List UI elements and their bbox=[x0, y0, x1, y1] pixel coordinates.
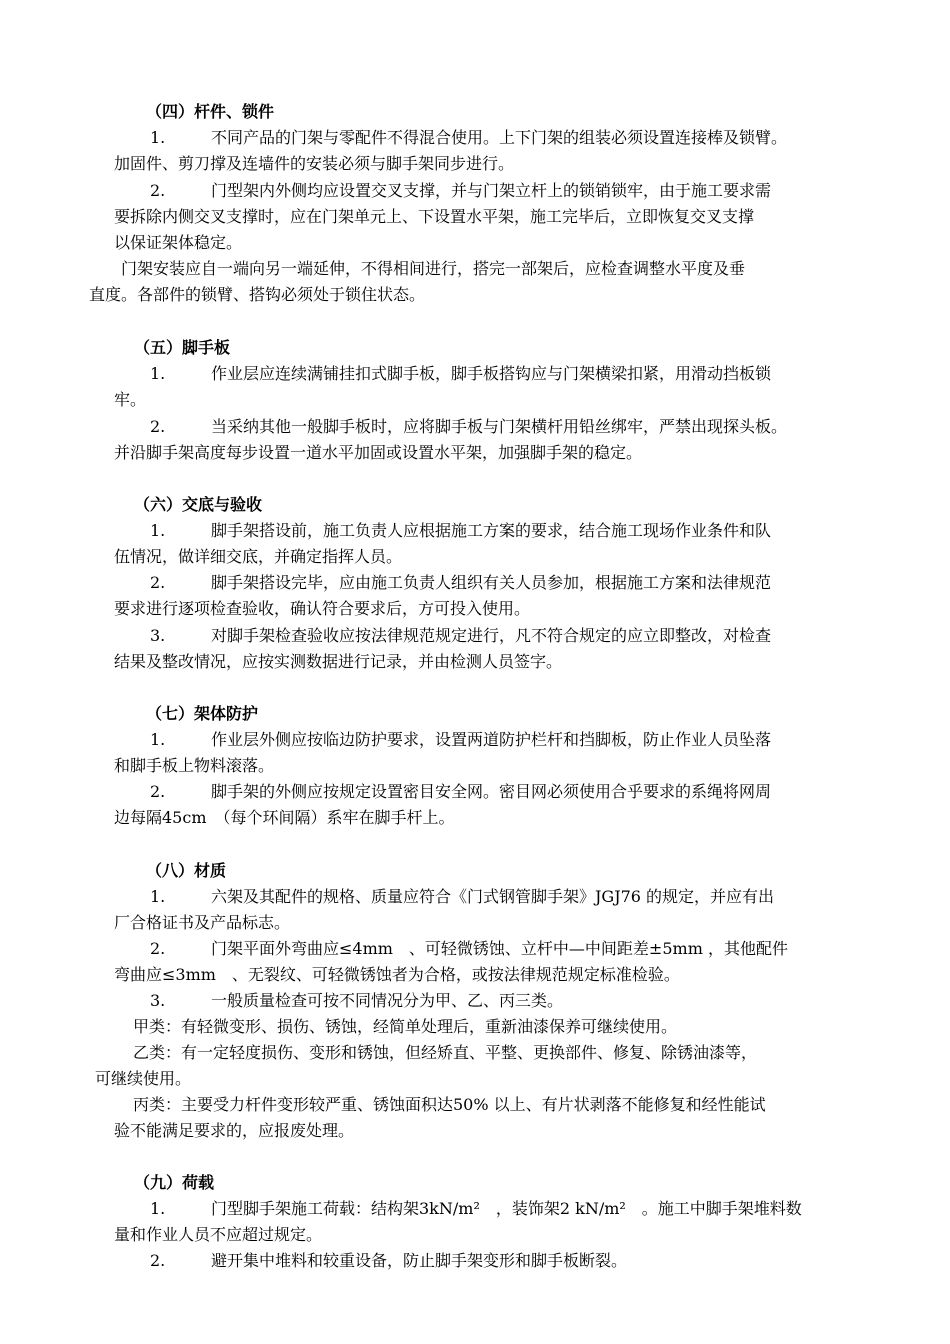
item-text: 一般质量检查可按不同情况分为甲、乙、丙三类。 bbox=[211, 991, 564, 1010]
section-heading: （九）荷载 bbox=[134, 1173, 215, 1192]
item-text: 当采纳其他一般脚手板时，应将脚手板与门架横杆用铅丝绑牢，严禁出现探头板。 bbox=[211, 417, 788, 436]
item-number: 2. bbox=[150, 782, 166, 801]
item-number: 3. bbox=[150, 991, 166, 1010]
paragraph-text: 可继续使用。 bbox=[95, 1069, 192, 1088]
item-text: 并沿脚手架高度每步设置一道水平加固或设置水平架，加强脚手架的稳定。 bbox=[114, 443, 643, 462]
item-number: 2. bbox=[150, 181, 166, 200]
item-text: 脚手架搭设前，施工负责人应根据施工方案的要求，结合施工现场作业条件和队 bbox=[211, 521, 772, 540]
paragraph-text: 甲类：有轻微变形、损伤、锈蚀，经简单处理后，重新油漆保养可继续使用。 bbox=[133, 1017, 678, 1036]
item-number: 2. bbox=[150, 1251, 166, 1270]
item-text: 和脚手板上物料滚落。 bbox=[114, 756, 275, 775]
item-text: 加固件、剪刀撑及连墙件的安装必须与脚手架同步进行。 bbox=[114, 154, 515, 173]
item-text: 厂合格证书及产品标志。 bbox=[114, 913, 291, 932]
item-number: 1. bbox=[150, 364, 166, 383]
section-heading: （八）材质 bbox=[146, 861, 227, 880]
paragraph-text: 验不能满足要求的，应报废处理。 bbox=[114, 1121, 355, 1140]
item-text: 对脚手架检查验收应按法律规范规定进行，凡不符合规定的应立即整改，对检查 bbox=[211, 626, 772, 645]
item-text: 结果及整改情况，应按实测数据进行记录，并由检测人员签字。 bbox=[114, 652, 563, 671]
item-text: 以保证架体稳定。 bbox=[114, 233, 243, 252]
item-text: 牢。 bbox=[114, 390, 147, 409]
item-text: 不同产品的门架与零配件不得混合使用。上下门架的组装必须设置连接棒及锁臂。 bbox=[211, 128, 788, 147]
item-text: 量和作业人员不应超过规定。 bbox=[114, 1225, 323, 1244]
item-number: 1. bbox=[150, 128, 166, 147]
item-text: 弯曲应≤3mm 、无裂纹、可轻微锈蚀者为合格，或按法律规范规定标准检验。 bbox=[114, 965, 680, 984]
item-number: 2. bbox=[150, 939, 166, 958]
item-number: 3. bbox=[150, 626, 166, 645]
item-text: 伍情况，做详细交底，并确定指挥人员。 bbox=[114, 547, 403, 566]
item-number: 1. bbox=[150, 887, 166, 906]
item-number: 1. bbox=[150, 1199, 166, 1218]
item-number: 1. bbox=[150, 521, 166, 540]
paragraph-text: 乙类：有一定轻度损伤、变形和锈蚀，但经矫直、平整、更换部件、修复、除锈油漆等， bbox=[133, 1043, 758, 1062]
item-number: 2. bbox=[150, 417, 166, 436]
item-text: 脚手架搭设完毕，应由施工负责人组织有关人员参加，根据施工方案和法律规范 bbox=[211, 573, 772, 592]
item-text: 门架平面外弯曲应≤4mm 、可轻微锈蚀、立杆中—中间距差±5mm ，其他配件 bbox=[211, 939, 788, 958]
section-heading: （七）架体防护 bbox=[146, 704, 259, 723]
item-text: 边每隔45cm （每个环间隔）系牢在脚手杆上。 bbox=[114, 808, 455, 827]
item-text: 作业层应连续满铺挂扣式脚手板，脚手板搭钩应与门架横梁扣紧，用滑动挡板锁 bbox=[211, 364, 772, 383]
item-text: 作业层外侧应按临边防护要求，设置两道防护栏杆和挡脚板，防止作业人员坠落 bbox=[211, 730, 772, 749]
item-text: 要拆除内侧交叉支撑时，应在门架单元上、下设置水平架，施工完毕后，立即恢复交叉支撑 bbox=[114, 207, 755, 226]
item-number: 1. bbox=[150, 730, 166, 749]
item-text: 脚手架的外侧应按规定设置密目安全网。密目网必须使用合乎要求的系绳将网周 bbox=[211, 782, 772, 801]
paragraph-text: 直度。各部件的锁臂、搭钩必须处于锁住状态。 bbox=[89, 285, 426, 304]
item-text: 门型脚手架施工荷载：结构架3kN/m² ，装饰架2 kN/m² 。施工中脚手架堆料数 bbox=[211, 1199, 802, 1218]
item-text: 门型架内外侧均应设置交叉支撑，并与门架立杆上的锁销锁牢，由于施工要求需 bbox=[211, 181, 772, 200]
paragraph-text: 门架安装应自一端向另一端延伸，不得相间进行，搭完一部架后，应检查调整水平度及垂 bbox=[121, 259, 746, 278]
section-heading: （五）脚手板 bbox=[134, 338, 231, 357]
section-heading: （四）杆件、锁件 bbox=[146, 102, 275, 121]
item-number: 2. bbox=[150, 573, 166, 592]
item-text: 要求进行逐项检查验收，确认符合要求后，方可投入使用。 bbox=[114, 599, 531, 618]
paragraph-text: 丙类：主要受力杆件变形较严重、锈蚀面积达50% 以上、有片状剥落不能修复和经性能试 bbox=[133, 1095, 766, 1114]
item-text: 六架及其配件的规格、质量应符合《门式钢管脚手架》JGJ76 的规定，并应有出 bbox=[211, 887, 775, 906]
item-text: 避开集中堆料和较重设备，防止脚手架变形和脚手板断裂。 bbox=[211, 1251, 628, 1270]
section-heading: （六）交底与验收 bbox=[134, 495, 263, 514]
